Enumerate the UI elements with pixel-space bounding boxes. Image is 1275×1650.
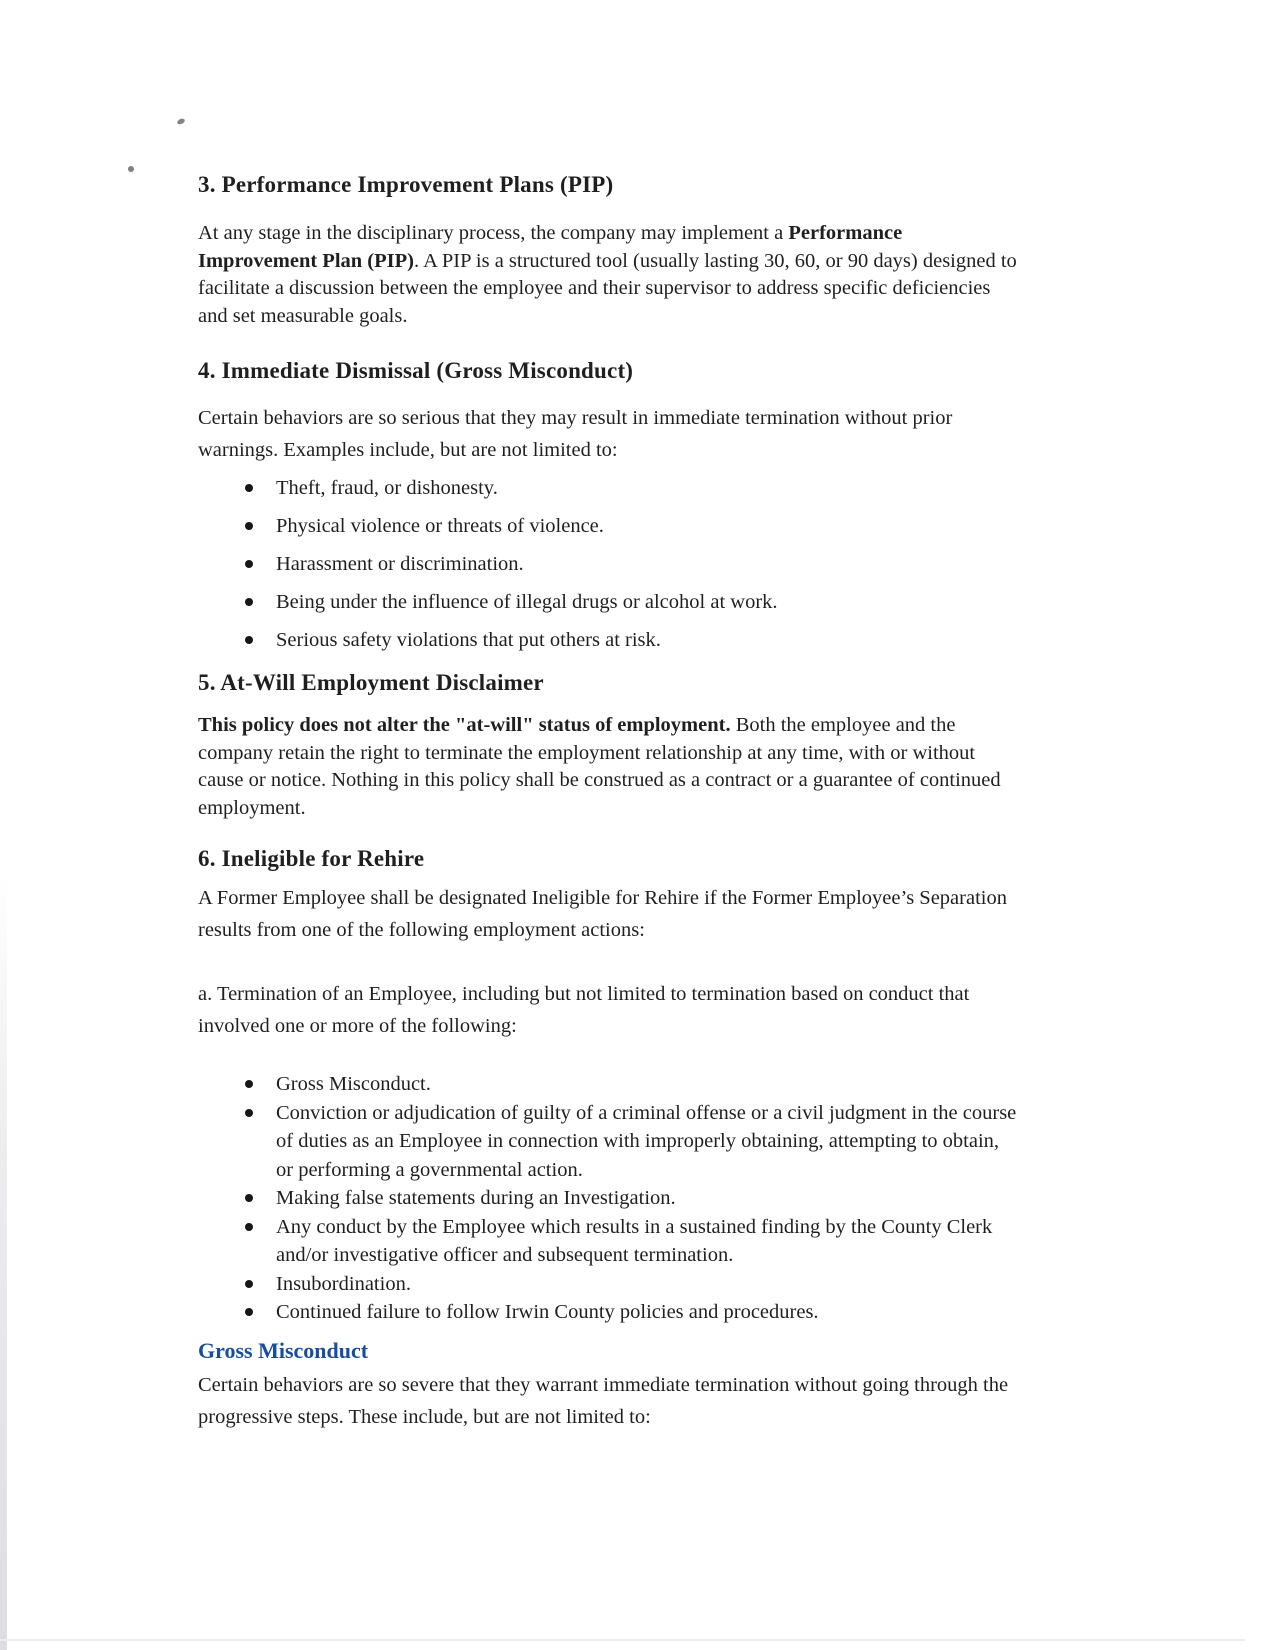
- bullet-icon: [245, 636, 253, 644]
- list-item: [198, 512, 1018, 540]
- bullet-icon: [245, 598, 253, 606]
- section-dismissal-paragraph: Certain behaviors are so serious that they may result in immediate termination without prior warnings. Examples include, but are not limited to:: [198, 407, 953, 461]
- list-item: [198, 550, 1018, 578]
- list-item: [198, 1099, 1018, 1185]
- list-item-text: Being under the influence of illegal drugs or alcohol at work.: [276, 591, 778, 613]
- section-atwill-heading: 5. At-Will Employment Disclaimer: [198, 670, 544, 695]
- section-rehire-paragraph: A Former Employee shall be designated Ineligible for Rehire if the Former Employee’s Separation results from one of the following employment actions:: [198, 887, 1007, 941]
- list-item-text: Insubordination.: [276, 1272, 411, 1295]
- list-item-text: Conviction or adjudication of guilty of a criminal offense or a civil judgment in the course of duties as an Employee in connection with improperly obtaining, attempting to obtain, or performing a governmental action.: [276, 1101, 1017, 1181]
- bullet-icon: [245, 1109, 253, 1117]
- bullet-icon: [245, 560, 253, 568]
- section-pip-heading: 3. Performance Improvement Plans (PIP): [198, 172, 614, 197]
- section-gross-misconduct: [198, 1337, 1018, 1433]
- list-item: [198, 626, 1018, 654]
- bullet-icon: [245, 1080, 253, 1088]
- section-rehire-heading: 6. Ineligible for Rehire: [198, 846, 425, 871]
- paragraph-text: Both the employee and the company retain the right to terminate the employment relationship at any time, with or without cause or notice. Nothing in this policy shall be construed as a contract or a guarantee of continued employment.: [198, 714, 1001, 819]
- list-item-text: Making false statements during an Investigation.: [276, 1187, 676, 1209]
- list-item-text: Theft, fraud, or dishonesty.: [276, 477, 498, 499]
- scan-speck: [176, 118, 185, 126]
- paragraph-text: . A PIP is a structured tool (usually lasting 30, 60, or 90 days) designed to facilitate a discussion between the employee and their supervisor to address specific deficiencies and set measurable goals.: [198, 249, 1017, 327]
- section-atwill: [198, 668, 1018, 822]
- list-item-text: Any conduct by the Employee which results in a sustained finding by the County Clerk and/or investigative officer and subsequent termination.: [276, 1215, 993, 1266]
- bullet-icon: [245, 1280, 253, 1288]
- paragraph-bold-text: This policy does not alter the "at-will" status of employment.: [198, 714, 731, 736]
- scan-speck: [128, 166, 134, 172]
- section-atwill-paragraph: [198, 712, 1018, 822]
- dismissal-bullet-list: [198, 474, 1018, 654]
- list-item-text: Continued failure to follow Irwin County policies and procedures.: [276, 1301, 819, 1323]
- bullet-icon: [245, 522, 253, 530]
- scan-edge-shading: [0, 870, 7, 1650]
- section-pip-paragraph: [198, 220, 1018, 330]
- list-item-text: Physical violence or threats of violence.: [276, 515, 604, 537]
- section-pip: [198, 170, 1018, 330]
- list-item: [198, 1270, 1018, 1299]
- section-dismissal-heading: 4. Immediate Dismissal (Gross Misconduct): [198, 358, 634, 383]
- bullet-icon: [245, 1308, 253, 1316]
- paragraph-bold-text: Performance Improvement Plan (PIP): [198, 222, 903, 272]
- rehire-bullet-list: [198, 1070, 1018, 1327]
- scan-edge-line: [0, 1639, 1245, 1641]
- section-dismissal: [198, 356, 1018, 654]
- list-item: [198, 474, 1018, 502]
- gross-misconduct-heading: Gross Misconduct: [198, 1337, 369, 1363]
- bullet-icon: [245, 1223, 253, 1231]
- document-content: [198, 170, 1018, 1433]
- list-item: [198, 1184, 1018, 1213]
- list-item-text: Serious safety violations that put others at risk.: [276, 629, 661, 651]
- list-item: [198, 1298, 1018, 1327]
- list-item: [198, 1070, 1018, 1099]
- bullet-icon: [245, 1194, 253, 1202]
- list-item: [198, 1213, 1018, 1270]
- bullet-icon: [245, 484, 253, 492]
- gross-misconduct-paragraph: Certain behaviors are so severe that they warrant immediate termination without going through the progressive steps. These include, but are not limited to:: [198, 1373, 1009, 1428]
- list-item-text: Harassment or discrimination.: [276, 553, 524, 575]
- list-item-text: Gross Misconduct.: [276, 1073, 431, 1095]
- list-item: [198, 588, 1018, 616]
- section-rehire: [198, 844, 1018, 1327]
- section-rehire-subitem-a: a. Termination of an Employee, including but not limited to termination based on conduct that involved one or more of the following:: [198, 983, 970, 1037]
- paragraph-text: At any stage in the disciplinary process, the company may implement a: [198, 222, 789, 244]
